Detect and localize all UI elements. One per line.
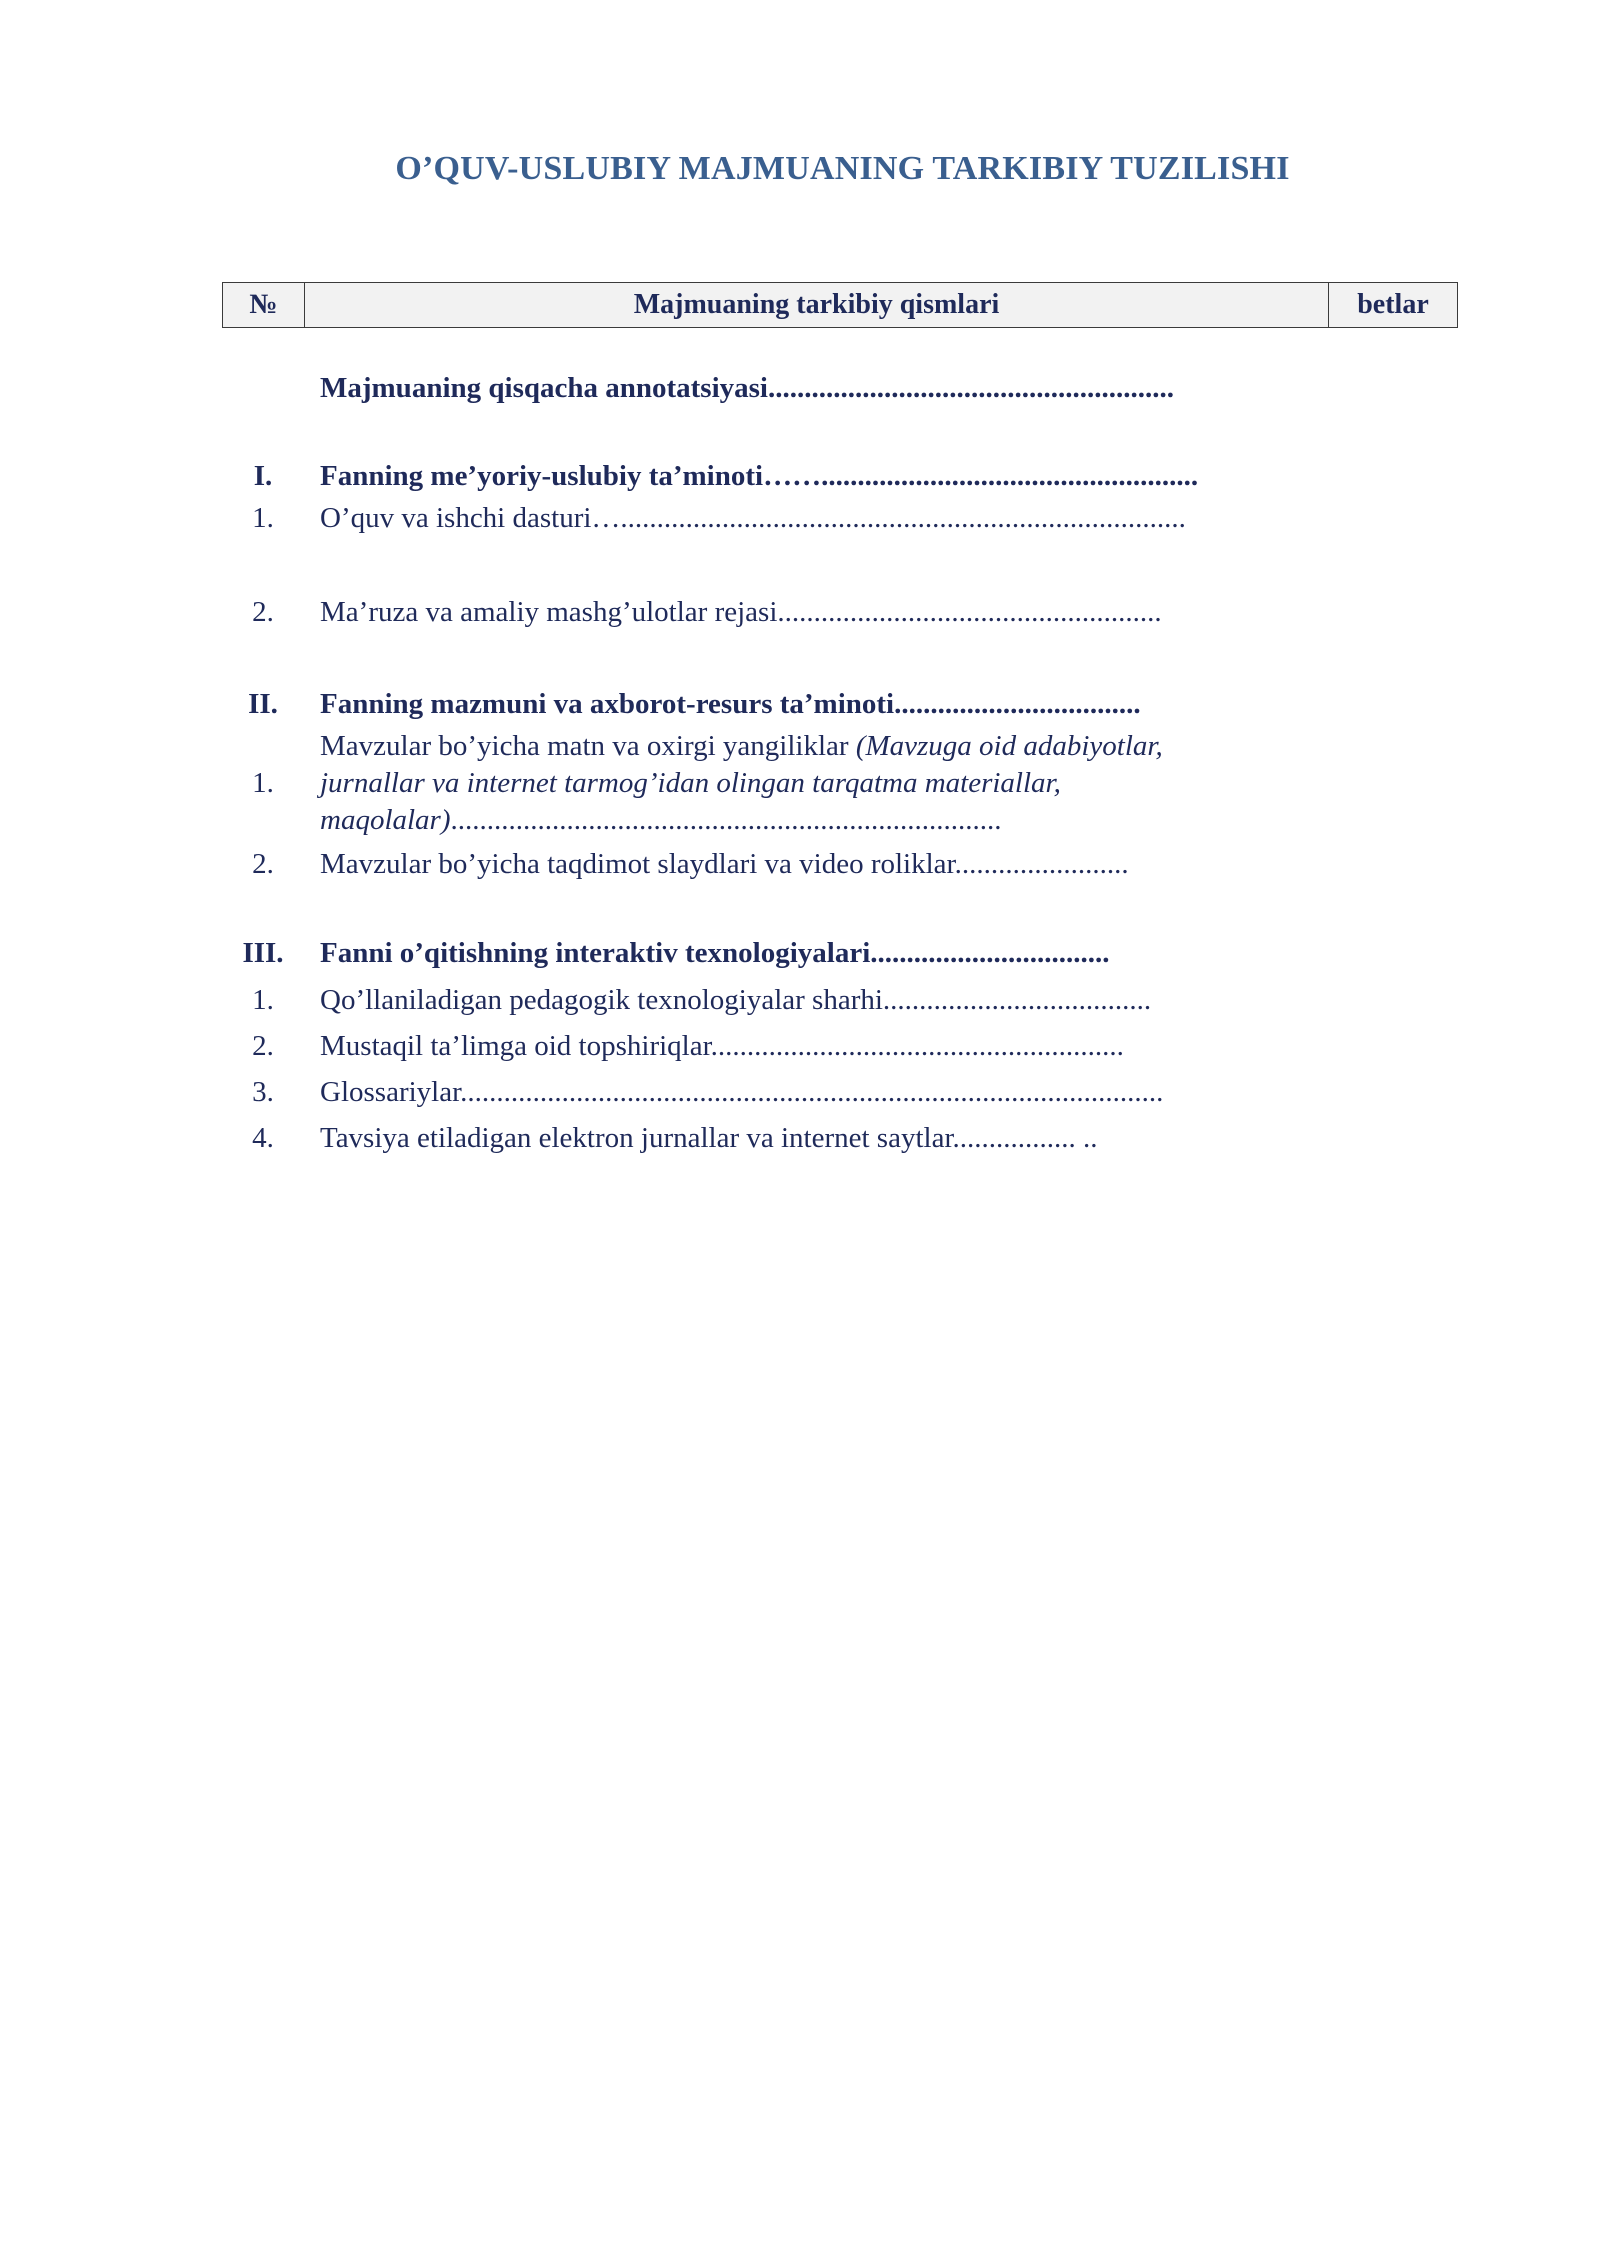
page-title: O’QUV-USLUBIY MAJMUANING TARKIBIY TUZILISHI — [395, 150, 1290, 187]
number-column-header: № — [223, 283, 305, 327]
item-number: 2. — [252, 1030, 274, 1062]
item-number: 4. — [252, 1122, 274, 1154]
item-text-line2: jurnallar va internet tarmog’idan olingan tarqatma materiallar, — [320, 767, 1061, 799]
parts-column-header: Majmuaning tarkibiy qismlari — [305, 283, 1329, 327]
item-text: O’quv va ishchi dasturi….............................................................................. — [320, 502, 1186, 534]
section-title: Fanni o’qitishning interaktiv texnologiyalari................................. — [320, 937, 1110, 969]
item-number: 1. — [252, 984, 274, 1016]
item-number: 1. — [252, 767, 274, 799]
item-text: Qo’llaniladigan pedagogik texnologiyalar sharhi..................................... — [320, 984, 1152, 1016]
section-numeral: II. — [248, 688, 278, 720]
item-number: 2. — [252, 596, 274, 628]
item-text: Ma’ruza va amaliy mashg’ulotlar rejasi..................................................... — [320, 596, 1162, 628]
item-text-line1: Mavzular bo’yicha matn va oxirgi yangiliklar (Mavzuga oid adabiyotlar, — [320, 730, 1163, 762]
section-title: Fanning me’yoriy-uslubiy ta’minoti…….................................................... — [320, 460, 1199, 492]
annotation-text: Majmuaning qisqacha annotatsiyasi........................................................ — [320, 372, 1174, 404]
item-text: Mavzular bo’yicha taqdimot slaydlari va video roliklar........................ — [320, 848, 1129, 880]
item-text-line3: maqolalar)............................................................................ — [320, 804, 1002, 836]
item-number: 2. — [252, 848, 274, 880]
pages-column-header: betlar — [1357, 289, 1429, 320]
item-number: 3. — [252, 1076, 274, 1108]
item-number: 1. — [252, 502, 274, 534]
item-text: Glossariylar................................................................................................. — [320, 1076, 1164, 1108]
section-numeral: III. — [242, 937, 284, 969]
item-text: Mustaqil ta’limga oid topshiriqlar......................................................... — [320, 1030, 1124, 1062]
section-title: Fanning mazmuni va axborot-resurs ta’minoti.................................. — [320, 688, 1141, 720]
contents-table-header — [222, 282, 1458, 328]
section-numeral: I. — [253, 460, 273, 492]
item-text: Tavsiya etiladigan elektron jurnallar va internet saytlar................. .. — [320, 1122, 1098, 1154]
